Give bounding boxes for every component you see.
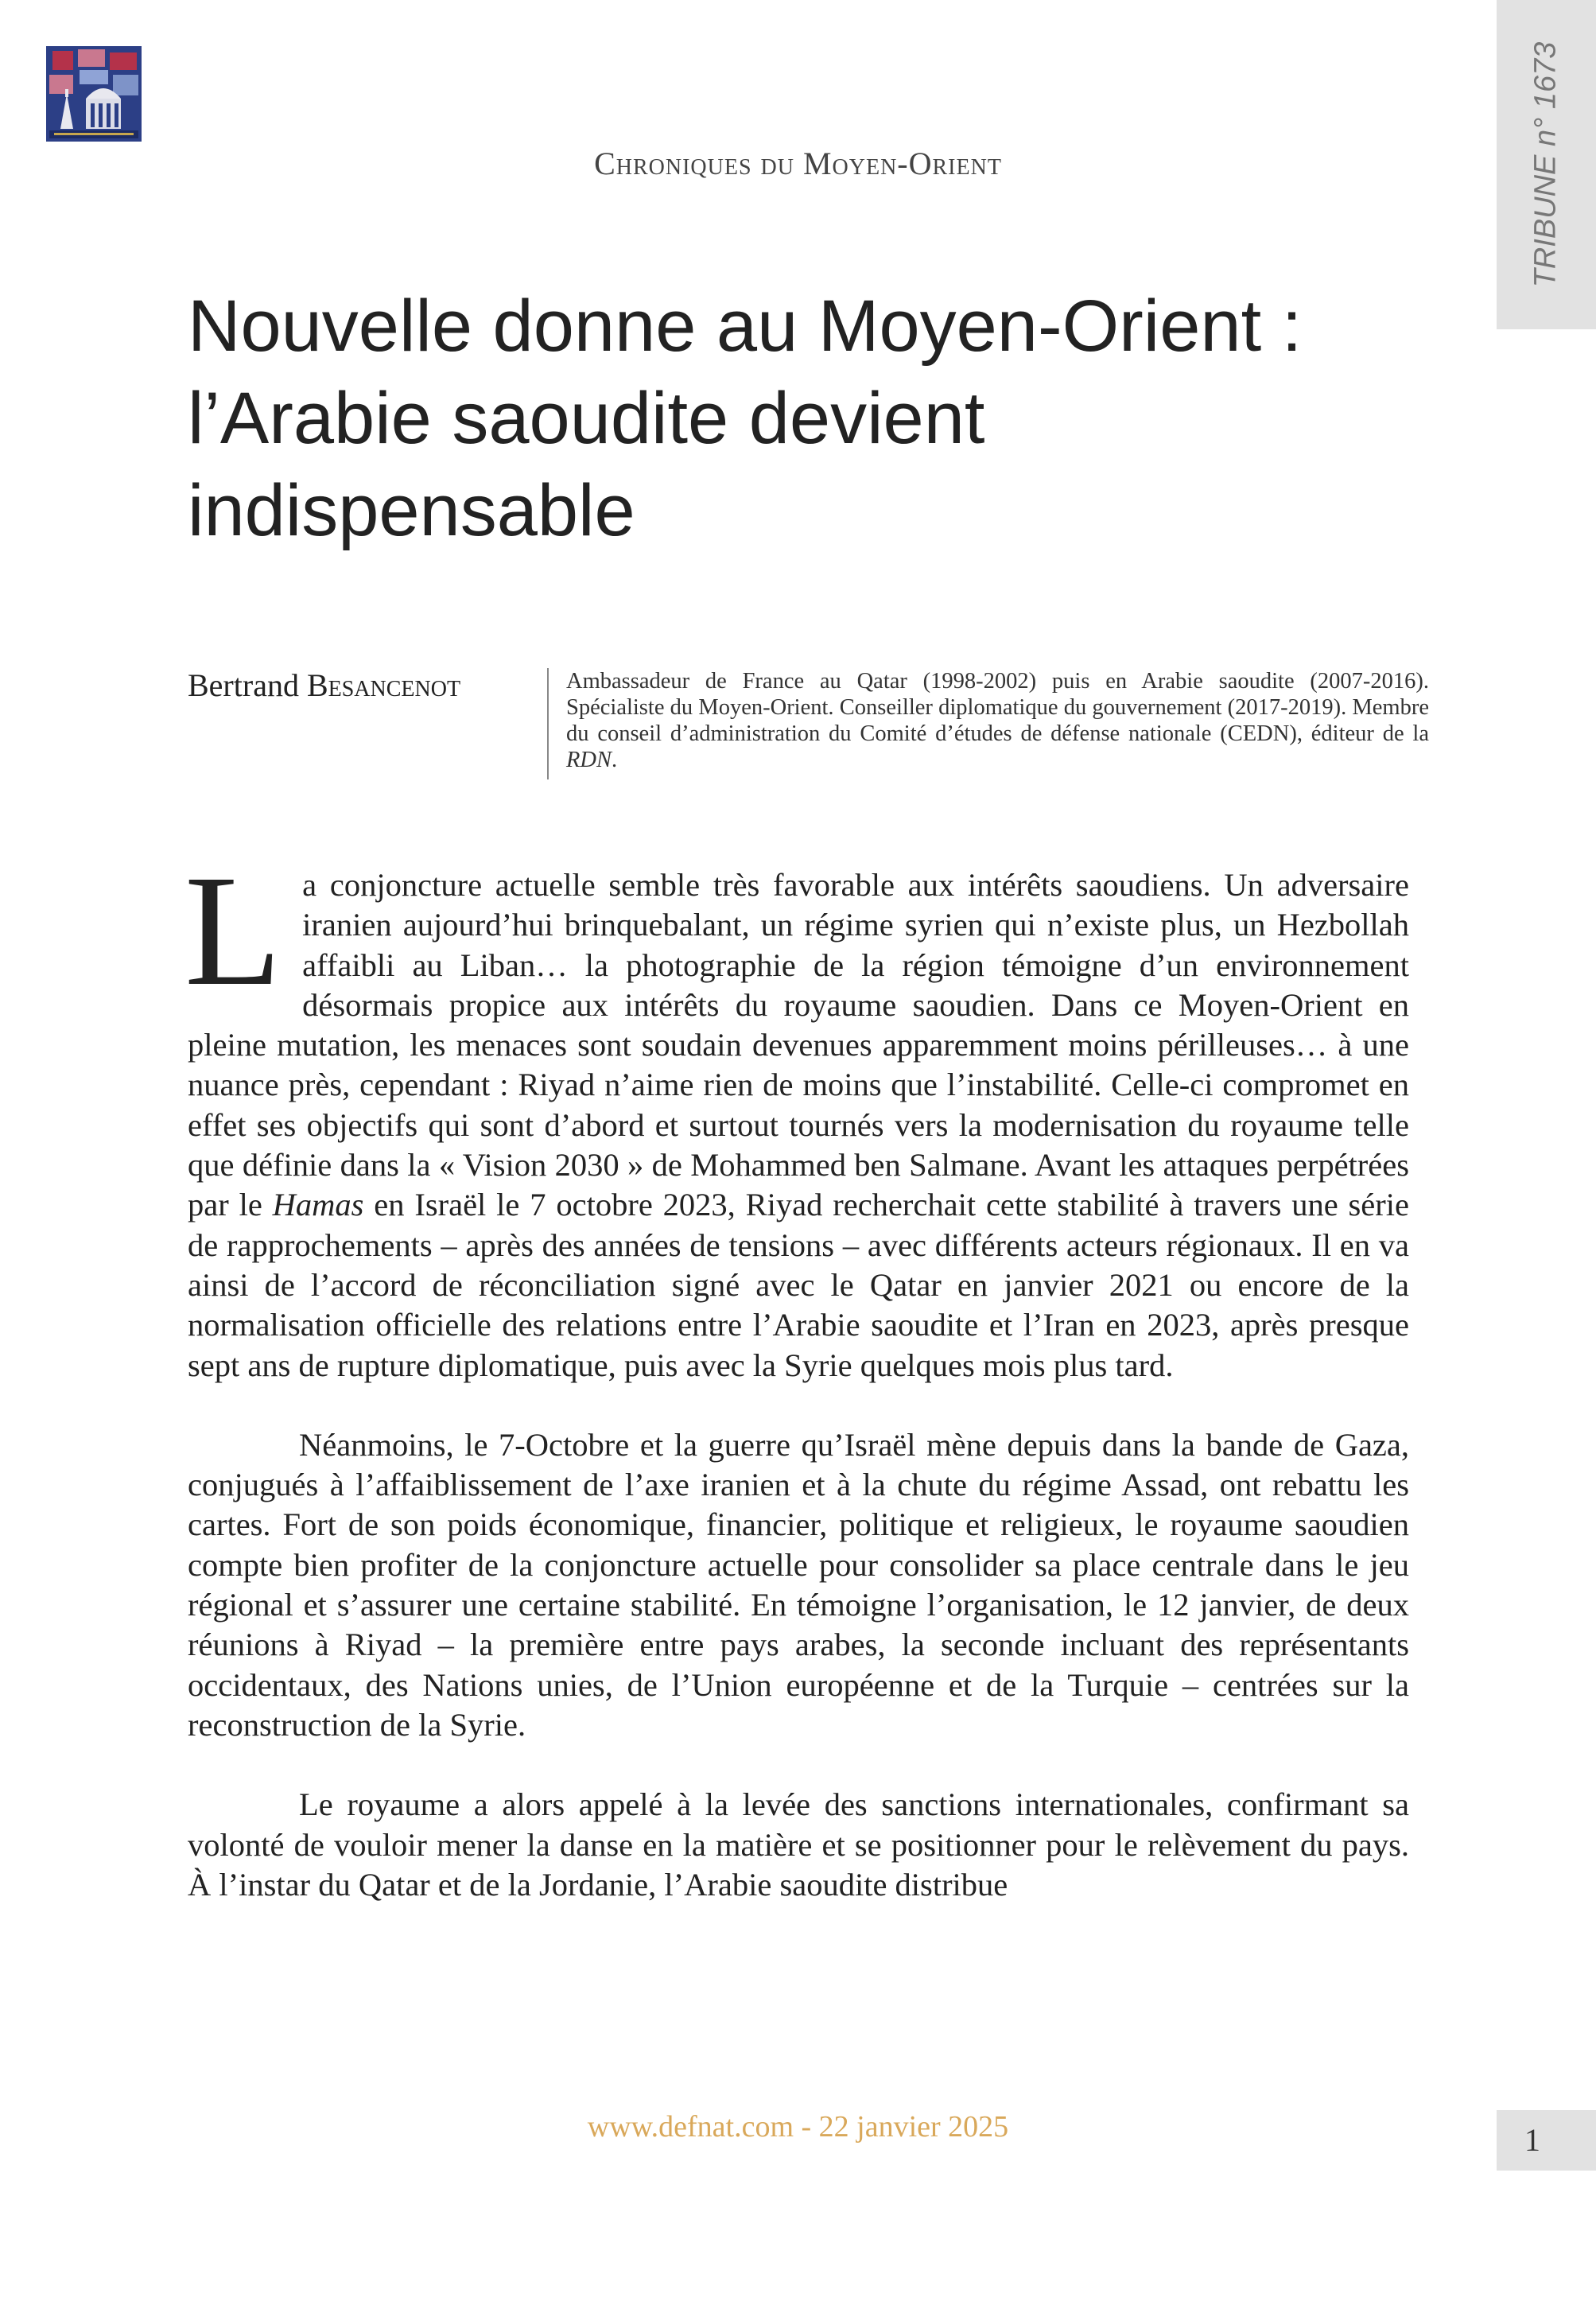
page-number: 1 — [1524, 2122, 1540, 2158]
paragraph-1 — [184, 843, 1409, 1386]
paragraph-2: Néanmoins, le 7-Octobre et la guerre qu’Israël mène depuis dans la bande de Gaza, conjugués à l’affaiblissement de l’axe iranien et à la chute du régime Assad, ont rebattu les cartes. Fort de son poids économique, financier, politique et religieux, le royaume saoudien compte bien profiter de la conjoncture actuelle pour consolider sa place centrale dans le jeu régional et s’assurer une certaine stabilité. En témoigne l’organisation, le 12 janvier, de deux réunions à Riyad – la première entre pays arabes, la seconde incluant des représentants occidentaux, des Nations unies, de l’Union européenne et de la Turquie – centrées sur la reconstruction de la Syrie. — [188, 1426, 1409, 1743]
author-name — [188, 667, 460, 704]
tribune-number: TRIBUNE n° 1673 — [1528, 41, 1563, 288]
article-body — [184, 843, 1409, 1945]
paragraph-3: Le royaume a alors appelé à la levée des sanctions internationales, confirmant sa volonté de vouloir mener la danse en la matière et se positionner pour le relèvement du pays. À l’instar du Qatar et de la Jordanie, l’Arabie saoudite distribue — [188, 1786, 1409, 1903]
author-bio-journal: RDN — [566, 748, 612, 772]
author-bio — [547, 668, 1429, 779]
tribune-tab — [1497, 0, 1596, 329]
footer-site-date: www.defnat.com - 22 janvier 2025 — [587, 2110, 1009, 2144]
paragraph-1-hamas: Hamas — [272, 1187, 364, 1223]
author-first-name: Bertrand — [188, 667, 299, 703]
series-title: Chroniques du Moyen-Orient — [594, 146, 1002, 181]
author-bio-text: Ambassadeur de France au Qatar (1998-2002) puis en Arabie saoudite (2007-2016). Spécialiste du Moyen-Orient. Conseiller diplomatique du gouvernement (2017-2019). Membre du conseil d’administration du Comité d’études de défense nationale (CEDN), éditeur de la — [566, 669, 1429, 746]
drop-cap: L — [184, 843, 282, 1019]
publication-logo — [46, 46, 142, 142]
page-number-tab — [1497, 2110, 1596, 2171]
author-last-name: Besancenot — [306, 667, 461, 703]
article-title: Nouvelle donne au Moyen-Orient : l’Arabie saoudite devient indispensable — [188, 286, 1303, 551]
paragraph-1-text-a: a conjoncture actuelle semble très favorable aux intérêts saoudiens. Un adversaire iranien aujourd’hui brinquebalant, un régime syrien qui n’existe plus, un Hezbollah affaibli au Liban… la photographie de la région témoigne d’un environnement désormais propice aux intérêts du royaume saoudien. Dans ce Moyen-Orient en pleine mutation, les menaces sont soudain devenues apparemment moins périlleuses… à une nuance près, cependant : Riyad n’aime rien de moins que l’instabilité. Celle-ci compromet en effet ses objectifs qui sont d’abord et surtout tournés vers la modernisation du royaume telle que définie dans la « Vision 2030 » de Mohammed ben Salmane. Avant les attaques perpétrées par le — [188, 867, 1409, 1223]
author-bio-end: . — [612, 748, 618, 772]
paragraph-1-text-b: en Israël le 7 octobre 2023, Riyad recherchait cette stabilité à travers une série de rapprochements – après des années de tensions – avec différents acteurs régionaux. Il en va ainsi de l’accord de réconciliation signé avec le Qatar en janvier 2021 ou encore de la normalisation officielle des relations entre l’Arabie saoudite et l’Iran en 2023, après presque sept ans de rupture diplomatique, puis avec la Syrie quelques mois plus tard. — [188, 1187, 1409, 1383]
